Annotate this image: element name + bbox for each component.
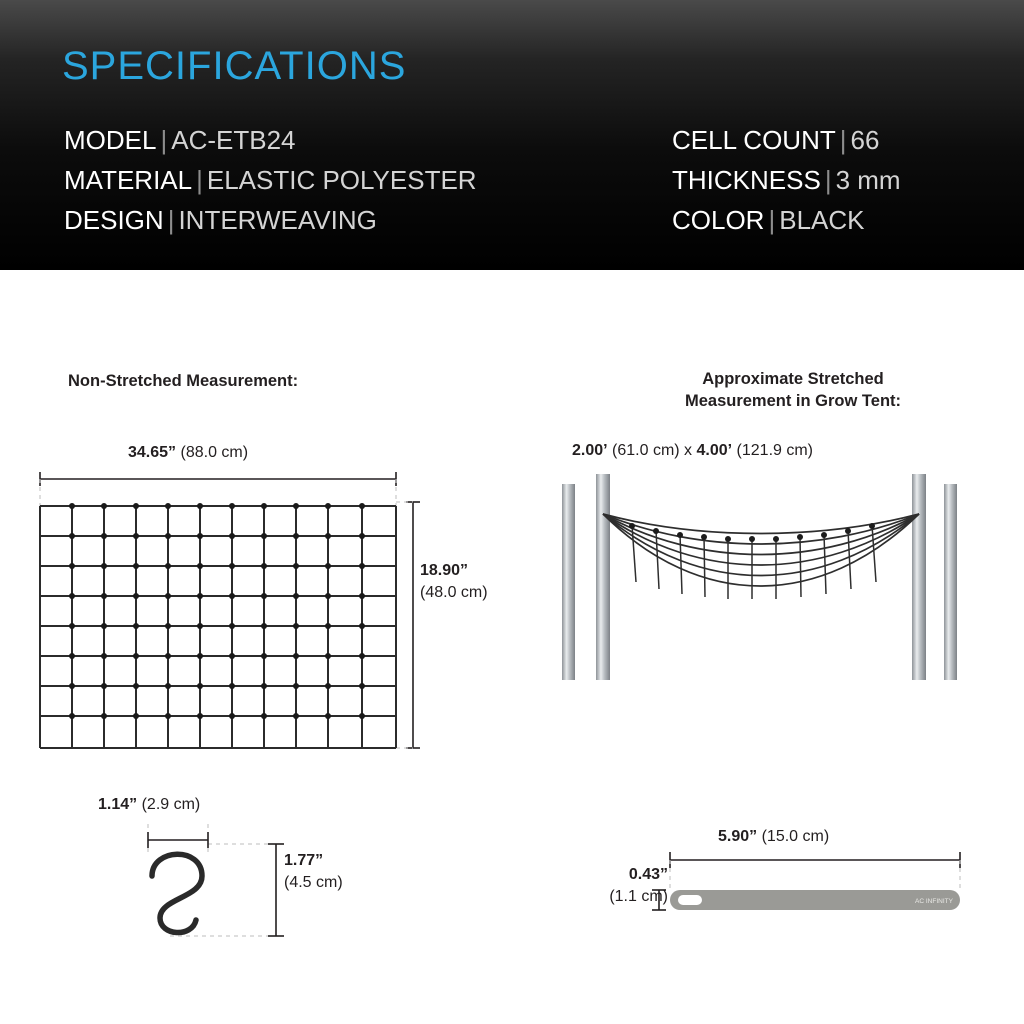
spec-key-design: DESIGN [64, 205, 164, 235]
spec-sep: | [167, 205, 175, 235]
hook-height-value: 1.77” [284, 852, 324, 869]
spec-row-material [64, 160, 477, 200]
hook-dimension-brackets [148, 832, 284, 936]
strap-guide-lines [670, 860, 960, 890]
spec-sep: | [160, 125, 168, 155]
strap-width-bracket [670, 852, 960, 868]
hook-width-value: 1.14” [98, 796, 138, 813]
spec-sep: | [768, 205, 776, 235]
net-height-label [420, 560, 488, 604]
spec-value-cell-count: 66 [850, 125, 880, 155]
stretched-dims-label [572, 440, 813, 462]
strap-brand-label: AC INFINITY [915, 898, 953, 905]
s-hook-diagram [130, 818, 330, 958]
spec-list-right [672, 120, 901, 240]
spec-key-cell-count: CELL COUNT [672, 125, 836, 155]
strap-width-metric: (15.0 cm) [757, 828, 830, 845]
spec-row-model [64, 120, 477, 160]
stretched-length-value: 4.00’ [696, 442, 733, 459]
spec-row-thickness [672, 160, 901, 200]
spec-list-left [64, 120, 477, 240]
strap-height-value: 0.43” [628, 866, 668, 883]
strap-width-label [718, 826, 829, 848]
strap-width-value: 5.90” [718, 828, 758, 845]
stretched-caption-line2: Measurement in Grow Tent: [684, 392, 902, 410]
net-height-metric: (48.0 cm) [420, 584, 488, 601]
spec-value-color: BLACK [779, 205, 865, 235]
hook-width-metric: (2.9 cm) [137, 796, 201, 813]
net-height-value: 18.90” [420, 562, 469, 579]
net-width-bracket [40, 472, 396, 486]
stretched-width-value: 2.00’ [572, 442, 608, 459]
spec-row-color [672, 200, 901, 240]
page-title: SPECIFICATIONS [62, 44, 407, 88]
header-banner [0, 0, 1024, 270]
spec-row-design [64, 200, 477, 240]
net-guide-lines [40, 479, 413, 748]
spec-key-model: MODEL [64, 125, 157, 155]
net-grid [40, 506, 396, 748]
spec-key-thickness: THICKNESS [672, 165, 821, 195]
spec-value-material: ELASTIC POLYESTER [206, 165, 477, 195]
stretched-net-in-tent-diagram [540, 470, 980, 690]
spec-value-model: AC-ETB24 [171, 125, 296, 155]
stretched-length-metric: (121.9 cm) [732, 442, 814, 459]
stretched-net-knots [629, 523, 875, 542]
spec-key-material: MATERIAL [64, 165, 193, 195]
strap-body [670, 890, 960, 910]
spec-sep: | [839, 125, 847, 155]
velcro-strap-diagram [648, 848, 988, 928]
net-caption: Non-Stretched Measurement: [68, 372, 299, 390]
spec-row-cell-count [672, 120, 901, 160]
strap-height-metric: (1.1 cm) [609, 888, 668, 905]
spec-key-color: COLOR [672, 205, 765, 235]
spec-sep: | [824, 165, 832, 195]
hook-height-metric: (4.5 cm) [284, 874, 343, 891]
diagram-area [0, 270, 1024, 1024]
net-height-bracket [406, 502, 420, 748]
spec-value-design: INTERWEAVING [178, 205, 377, 235]
net-width-value: 34.65” [128, 444, 177, 461]
tent-poles [562, 474, 957, 680]
spec-sep: | [196, 165, 203, 195]
strap-height-bracket [652, 890, 666, 910]
spec-value-thickness: 3 mm [835, 165, 901, 195]
stretched-caption-line1: Approximate Stretched [702, 370, 884, 388]
stretched-width-metric: (61.0 cm) x [607, 442, 697, 459]
net-width-metric: (88.0 cm) [176, 444, 249, 461]
stretched-caption [650, 368, 936, 412]
hook-shape [152, 854, 202, 932]
